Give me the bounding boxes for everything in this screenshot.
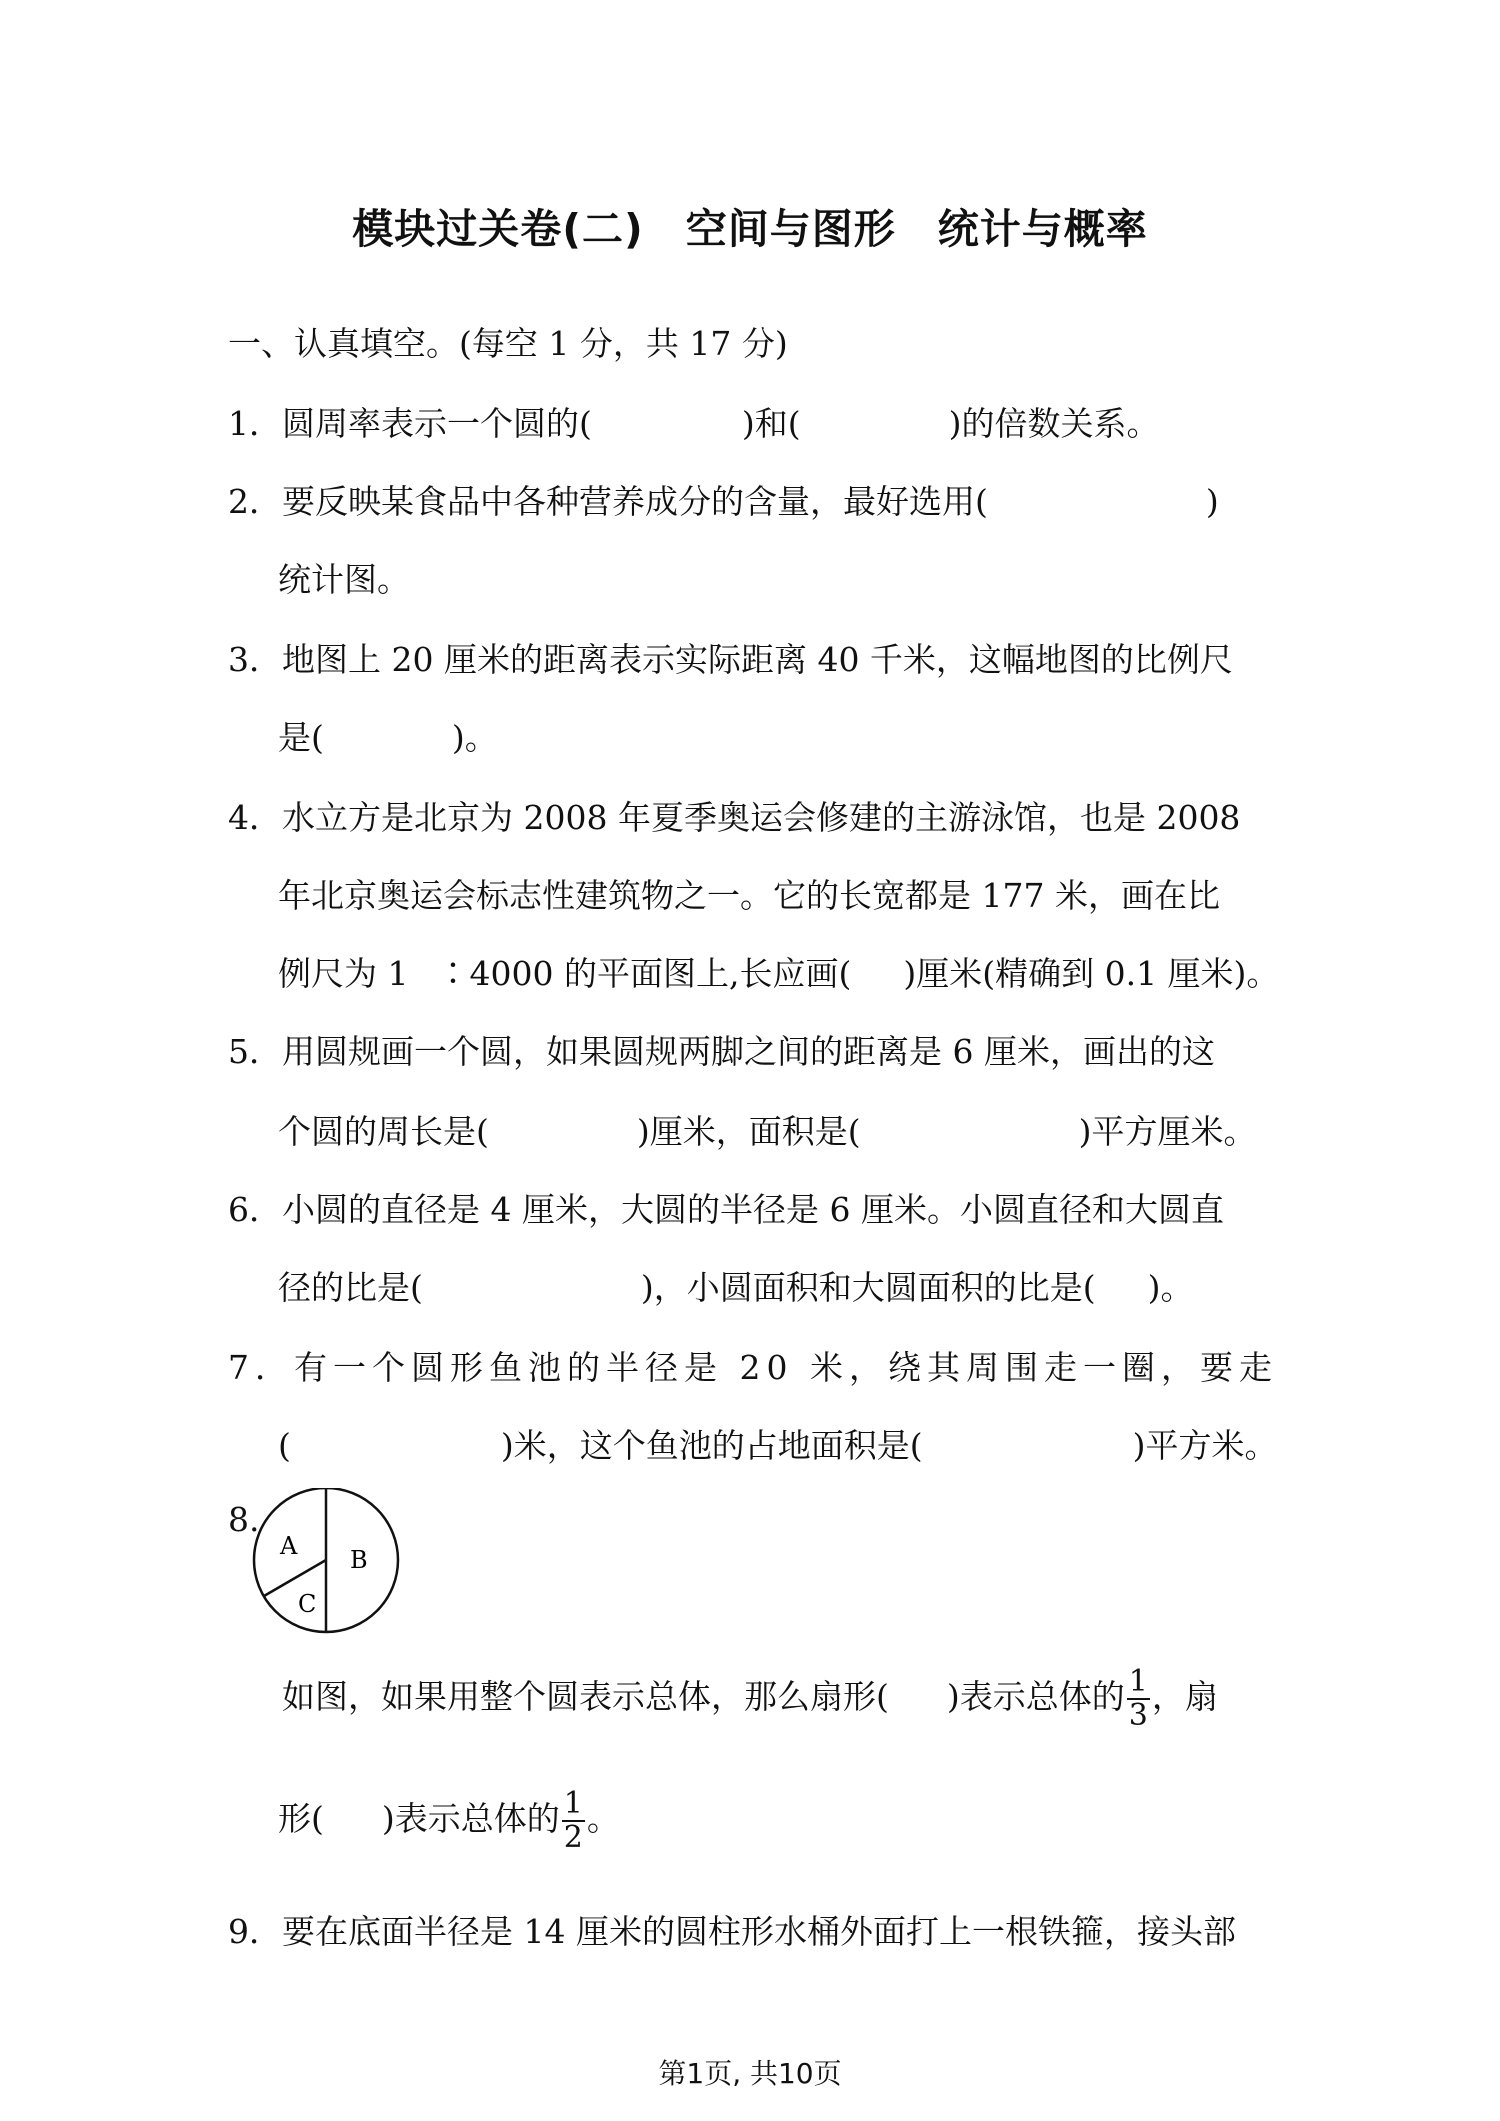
divider-diagonal bbox=[264, 1560, 326, 1596]
q1-text-c: )的倍数关系。 bbox=[948, 404, 1160, 443]
sector-label-a: A bbox=[280, 1532, 298, 1560]
question-6-line-2 bbox=[278, 1268, 1194, 1308]
question-4-line-2: 年北京奥运会标志性建筑物之一。它的长宽都是 177 米，画在比 bbox=[278, 876, 1220, 915]
question-8-line-2 bbox=[278, 1784, 620, 1854]
question-2-line-2: 统计图。 bbox=[278, 560, 410, 599]
question-9-line-1: 9．要在底面半径是 14 厘米的圆柱形水桶外面打上一根铁箍，接头部 bbox=[228, 1912, 1236, 1951]
q6-text-b2: )，小圆面积和大圆面积的比是( bbox=[640, 1268, 1096, 1307]
q4-text-c2: ∶4000 的平面图上,长应画( bbox=[436, 954, 852, 993]
q1-text-a: 1．圆周率表示一个圆的( bbox=[228, 404, 592, 443]
question-4-line-3 bbox=[278, 954, 1279, 994]
q3-text-b: 是( bbox=[278, 718, 324, 757]
q7-text-b1: ( bbox=[278, 1426, 291, 1465]
q8-text-a2: )表示总体的 bbox=[946, 1677, 1125, 1716]
question-5-line-2 bbox=[278, 1112, 1257, 1152]
fraction-one-half: $\frac{1}{2}$ bbox=[563, 1786, 583, 1855]
question-3-line-1: 3．地图上 20 厘米的距离表示实际距离 40 千米，这幅地图的比例尺 bbox=[228, 640, 1233, 679]
question-4-line-1: 4．水立方是北京为 2008 年夏季奥运会修建的主游泳馆，也是 2008 bbox=[228, 798, 1241, 837]
question-7-line-2 bbox=[278, 1426, 1278, 1466]
q8-text-a3: ，扇 bbox=[1151, 1677, 1218, 1716]
q1-text-b: )和( bbox=[741, 404, 801, 443]
q5-text-b2: )厘米，面积是( bbox=[636, 1112, 861, 1151]
q8-text-b2: )表示总体的 bbox=[381, 1799, 560, 1838]
question-8-line-1 bbox=[282, 1662, 1218, 1732]
q4-text-c1: 例尺为 1 bbox=[278, 954, 409, 993]
q7-text-b2: )米，这个鱼池的占地面积是( bbox=[500, 1426, 923, 1465]
q8-text-b3: 。 bbox=[586, 1799, 620, 1838]
page-footer: 第1页, 共10页 bbox=[658, 2057, 842, 2090]
section-heading: 一、认真填空。(每空 1 分，共 17 分) bbox=[228, 324, 788, 363]
q5-text-b1: 个圆的周长是( bbox=[278, 1112, 489, 1151]
fraction-one-third: $\frac{1}{3}$ bbox=[1128, 1664, 1148, 1733]
q6-text-b1: 径的比是( bbox=[278, 1268, 423, 1307]
q5-text-b3: )平方厘米。 bbox=[1078, 1112, 1257, 1151]
q8-number: 8. bbox=[228, 1500, 260, 1539]
page-title: 模块过关卷(二) 空间与图形 统计与概率 bbox=[352, 205, 1148, 253]
q8-text-a1: 如图，如果用整个圆表示总体，那么扇形( bbox=[282, 1677, 889, 1716]
sector-label-b: B bbox=[350, 1546, 368, 1574]
q4-text-c3: )厘米(精确到 0.1 厘米)。 bbox=[903, 954, 1280, 993]
sector-label-c: C bbox=[298, 1590, 317, 1618]
question-7-line-1: 7．有一个圆形鱼池的半径是 20 米，绕其周围走一圈，要走 bbox=[228, 1348, 1278, 1387]
q3-text-c: )。 bbox=[451, 718, 498, 757]
q2-text-a: 2．要反映某食品中各种营养成分的含量，最好选用( bbox=[228, 482, 988, 521]
sector-circle-diagram bbox=[250, 1488, 410, 1638]
q6-text-b3: )。 bbox=[1147, 1268, 1194, 1307]
question-2-line-1 bbox=[228, 482, 1219, 522]
question-1 bbox=[228, 404, 1160, 444]
question-5-line-1: 5．用圆规画一个圆，如果圆规两脚之间的距离是 6 厘米，画出的这 bbox=[228, 1032, 1215, 1071]
q8-text-b1: 形( bbox=[278, 1799, 324, 1838]
question-6-line-1: 6．小圆的直径是 4 厘米，大圆的半径是 6 厘米。小圆直径和大圆直 bbox=[228, 1190, 1224, 1229]
q7-text-b3: )平方米。 bbox=[1132, 1426, 1278, 1465]
question-3-line-2 bbox=[278, 718, 498, 758]
q2-text-b: ) bbox=[1205, 482, 1219, 521]
